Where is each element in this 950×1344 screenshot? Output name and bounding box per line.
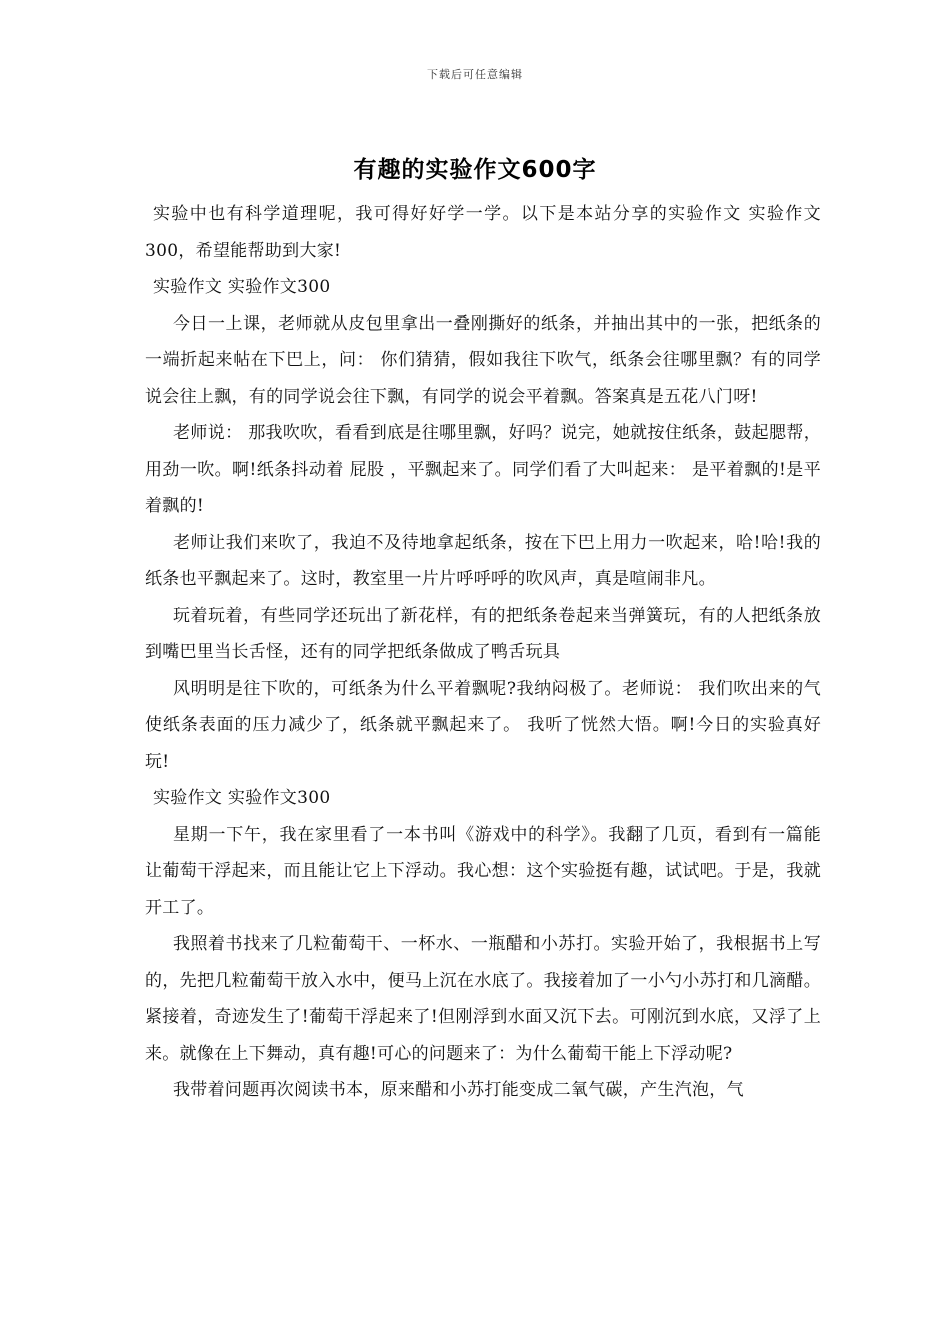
document-body xyxy=(145,196,821,1109)
paragraph: 老师说： 那我吹吹，看看到底是往哪里飘，好吗？说完，她就按住纸条，鼓起腮帮，用劲一吹。啊!纸条抖动着 屁股 ，平飘起来了。同学们看了大叫起来： 是平着飘的!是平着飘的! xyxy=(145,423,821,516)
paragraph: 玩着玩着，有些同学还玩出了新花样，有的把纸条卷起来当弹簧玩，有的人把纸条放到嘴巴里当长舌怪，还有的同学把纸条做成了鸭舌玩具 xyxy=(145,605,821,662)
section-heading-2: 实验作文 实验作文300 xyxy=(153,788,331,808)
paragraph: 我带着问题再次阅读书本，原来醋和小苏打能变成二氧气碳，产生汽泡，气 xyxy=(173,1080,744,1100)
section-heading-1: 实验作文 实验作文300 xyxy=(153,277,331,297)
header-note: 下载后可任意编辑 xyxy=(427,68,523,81)
paragraph: 老师让我们来吹了，我迫不及待地拿起纸条，按在下巴上用力一吹起来，哈!哈!我的纸条也平飘起来了。这时，教室里一片片呼呼呼的吹风声，真是喧闹非凡。 xyxy=(145,532,821,589)
document-title: 有趣的实验作文600字 xyxy=(353,157,597,183)
paragraph: 今日一上课，老师就从皮包里拿出一叠刚撕好的纸条，并抽出其中的一张，把纸条的一端折起来帖在下巴上，问： 你们猜猜，假如我往下吹气，纸条会往哪里飘？有的同学说会往上飘，有的同学说会往下飘，有同学的说会平着飘。答案真是五花八门呀! xyxy=(145,313,821,407)
paragraph: 风明明是往下吹的，可纸条为什么平着飘呢?我纳闷极了。老师说： 我们吹出来的气使纸条表面的压力减少了，纸条就平飘起来了。 我听了恍然大悟。啊!今日的实验真好玩! xyxy=(145,678,821,772)
paragraph-intro: 实验中也有科学道理呢，我可得好好学一学。以下是本站分享的实验作文 实验作文300，希望能帮助到大家! xyxy=(145,204,821,261)
paragraph: 星期一下午，我在家里看了一本书叫《游戏中的科学》。我翻了几页，看到有一篇能让葡萄干浮起来，而且能让它上下浮动。我心想：这个实验挺有趣，试试吧。于是，我就开工了。 xyxy=(145,824,821,918)
paragraph: 我照着书找来了几粒葡萄干、一杯水、一瓶醋和小苏打。实验开始了，我根据书上写的，先把几粒葡萄干放入水中，便马上沉在水底了。我接着加了一小勺小苏打和几滴醋。紧接着，奇迹发生了!葡萄干浮起来了!但刚浮到水面又沉下去。可刚沉到水底，又浮了上来。就像在上下舞动，真有趣!可心的问题来了：为什么葡萄干能上下浮动呢? xyxy=(145,934,821,1064)
